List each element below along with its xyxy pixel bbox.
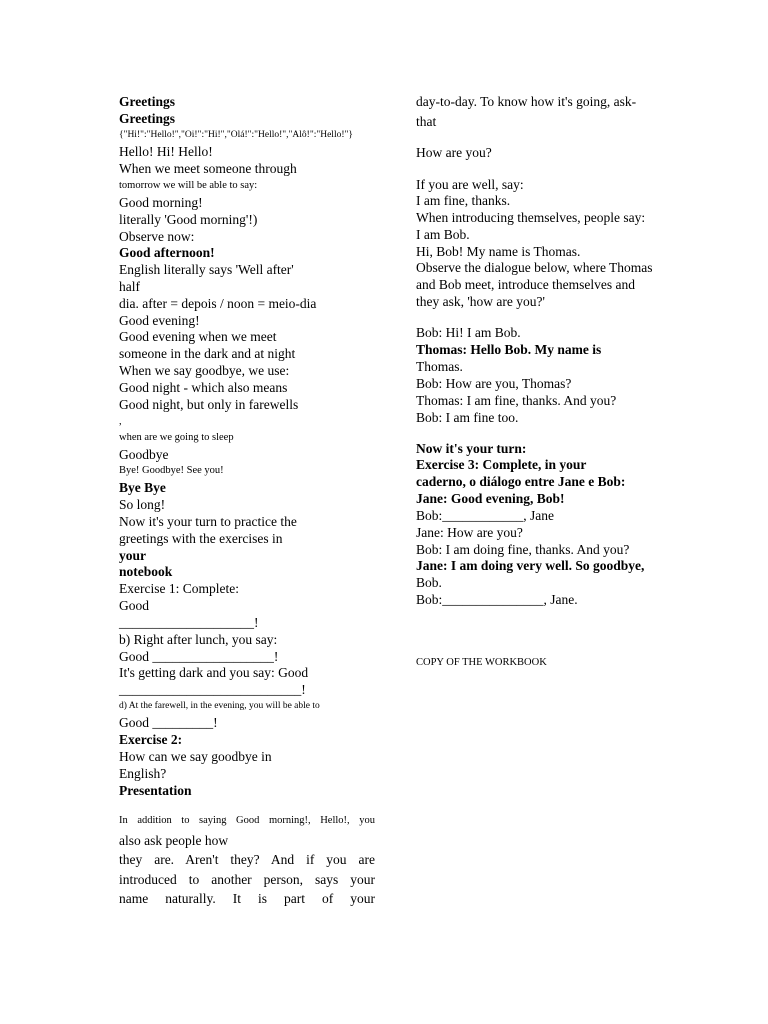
right-column-line: Thomas: Hello Bob. My name is bbox=[416, 342, 602, 357]
left-column-line: ____________________! bbox=[119, 615, 259, 630]
left-column-line: Good bbox=[119, 598, 149, 613]
right-column-line: day-to-day. To know how it's going, ask- bbox=[416, 94, 637, 109]
left-column-line: When we say goodbye, we use: bbox=[119, 363, 290, 378]
left-column-line: Observe now: bbox=[119, 229, 195, 244]
right-column-line: Bob: I am doing fine, thanks. And you? bbox=[416, 542, 630, 557]
left-column-line: also ask people how bbox=[119, 833, 229, 848]
left-column-line: dia. after = depois / noon = meio-dia bbox=[119, 296, 317, 311]
left-column-line: Good night, but only in farewells bbox=[119, 397, 299, 412]
left-column-line: In addition to saying Good morning!, Hello!, you bbox=[119, 815, 375, 826]
left-column-line: English literally says 'Well after' bbox=[119, 262, 294, 277]
right-column-line: If you are well, say: bbox=[416, 177, 524, 192]
right-column-line: caderno, o diálogo entre Jane e Bob: bbox=[416, 474, 626, 489]
left-column-line: Good _________! bbox=[119, 715, 218, 730]
left-column-line: , bbox=[119, 416, 122, 427]
left-column-line: Good evening! bbox=[119, 313, 200, 328]
right-column-line: they ask, 'how are you?' bbox=[416, 294, 545, 309]
left-column-line: your bbox=[119, 548, 146, 563]
right-column-line: Thomas: I am fine, thanks. And you? bbox=[416, 393, 617, 408]
left-column-line: greetings with the exercises in bbox=[119, 531, 283, 546]
right-column-line: How are you? bbox=[416, 145, 492, 160]
left-column-line: they are. Aren't they? And if you are bbox=[119, 852, 375, 867]
left-column-line: Good afternoon! bbox=[119, 245, 215, 260]
right-column-line: Bob: How are you, Thomas? bbox=[416, 376, 572, 391]
left-column-line: So long! bbox=[119, 497, 166, 512]
left-column-line: {"Hi!":"Hello!","Oi!":"Hi!","Olá!":"Hello!","Alô!":"Hello!"} bbox=[119, 130, 353, 140]
right-column-line: COPY OF THE WORKBOOK bbox=[416, 657, 547, 668]
left-column-line: Now it's your turn to practice the bbox=[119, 514, 297, 529]
left-column-line: d) At the farewell, in the evening, you will be able to bbox=[119, 701, 320, 711]
right-column-line: Hi, Bob! My name is Thomas. bbox=[416, 244, 581, 259]
left-column-line: Hello! Hi! Hello! bbox=[119, 144, 213, 159]
right-column-line: Exercise 3: Complete, in your bbox=[416, 457, 587, 472]
right-column-line: I am fine, thanks. bbox=[416, 193, 511, 208]
left-column-line: someone in the dark and at night bbox=[119, 346, 296, 361]
left-column-line: Exercise 2: bbox=[119, 732, 183, 747]
right-column-line: that bbox=[416, 114, 437, 129]
left-column-line: Good night - which also means bbox=[119, 380, 288, 395]
left-column-line: It's getting dark and you say: Good bbox=[119, 665, 309, 680]
right-column-line: I am Bob. bbox=[416, 227, 470, 242]
left-column-line: English? bbox=[119, 766, 167, 781]
left-column-line: Bye! Goodbye! See you! bbox=[119, 465, 224, 476]
left-column-line: Good morning! bbox=[119, 195, 203, 210]
right-column-line: Observe the dialogue below, where Thomas bbox=[416, 260, 653, 275]
right-column-line: Bob. bbox=[416, 575, 442, 590]
left-column-line: Goodbye bbox=[119, 447, 169, 462]
right-column-line: Jane: How are you? bbox=[416, 525, 523, 540]
left-column-line: Presentation bbox=[119, 783, 192, 798]
right-column-line: Jane: Good evening, Bob! bbox=[416, 491, 565, 506]
right-column-line: Jane: I am doing very well. So goodbye, bbox=[416, 558, 645, 573]
left-column-line: When we meet someone through bbox=[119, 161, 297, 176]
left-column-line: How can we say goodbye in bbox=[119, 749, 272, 764]
right-column-line: Bob: Hi! I am Bob. bbox=[416, 325, 521, 340]
left-column-line: Good __________________! bbox=[119, 649, 279, 664]
right-column-line: Bob:_______________, Jane. bbox=[416, 592, 578, 607]
left-column-line: notebook bbox=[119, 564, 173, 579]
left-column-line: introduced to another person, says your bbox=[119, 872, 375, 887]
left-column-line: Good evening when we meet bbox=[119, 329, 277, 344]
right-column-line: Bob: I am fine too. bbox=[416, 410, 519, 425]
right-column-line: When introducing themselves, people say: bbox=[416, 210, 646, 225]
right-column-line: Bob:____________, Jane bbox=[416, 508, 554, 523]
left-column-line: b) Right after lunch, you say: bbox=[119, 632, 278, 647]
right-column-line: and Bob meet, introduce themselves and bbox=[416, 277, 635, 292]
left-column-line: tomorrow we will be able to say: bbox=[119, 180, 258, 191]
left-column-line: name naturally. It is part of your bbox=[119, 891, 375, 906]
right-column-line: Thomas. bbox=[416, 359, 463, 374]
left-column-line: Greetings bbox=[119, 94, 175, 109]
left-column-line: Bye Bye bbox=[119, 480, 166, 495]
left-column-line: when are we going to sleep bbox=[119, 432, 234, 443]
left-column-line: half bbox=[119, 279, 140, 294]
left-column-line: literally 'Good morning'!) bbox=[119, 212, 258, 227]
left-column-line: Exercise 1: Complete: bbox=[119, 581, 239, 596]
left-column-line: Greetings bbox=[119, 111, 175, 126]
right-column-line: Now it's your turn: bbox=[416, 441, 527, 456]
left-column-line: ___________________________! bbox=[119, 682, 306, 697]
